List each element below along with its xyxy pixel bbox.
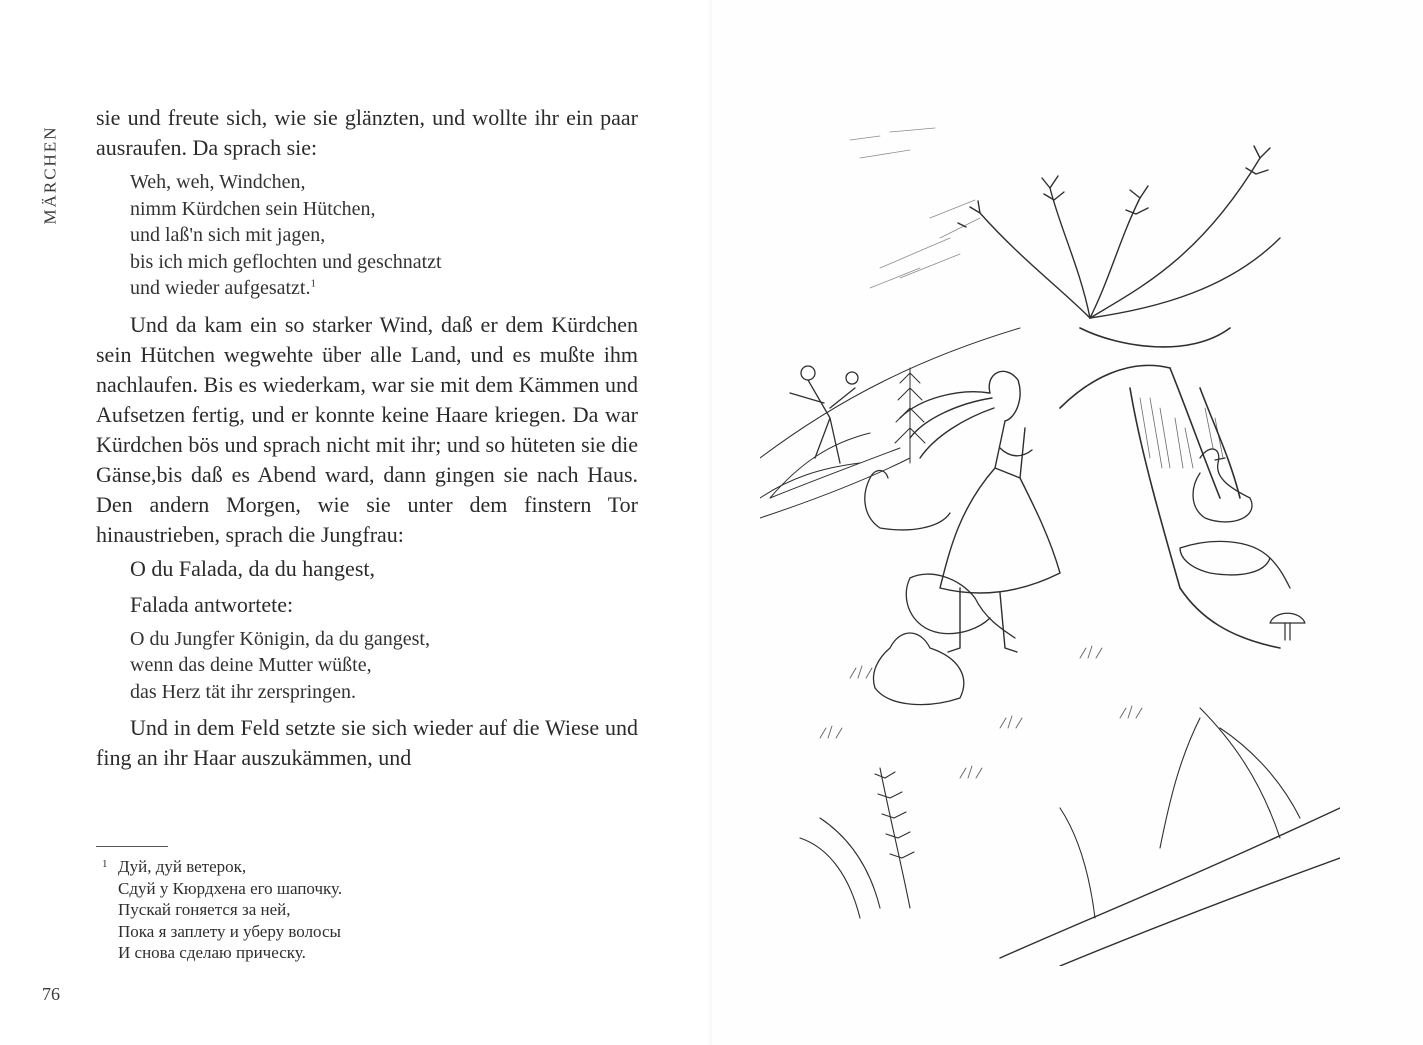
verse-line: O du Jungfer Königin, da du gangest, [130, 627, 430, 650]
goose-front-resting [873, 633, 963, 705]
verse-line: nimm Kürdchen sein Hütchen, [130, 197, 376, 220]
verse-line: und wieder aufgesatzt.$^1$ [130, 277, 316, 299]
footnote-number: 1 [102, 858, 108, 870]
footnote [102, 856, 512, 964]
mushroom [1270, 613, 1305, 640]
illustration-drawing [760, 118, 1340, 966]
illustration [760, 118, 1340, 966]
fallen-log [1000, 808, 1340, 966]
footnote-line: Дуй, дуй ветерок, [118, 857, 247, 876]
footnote-line: И снова сделаю прическу. [118, 943, 306, 962]
footnote-line: Пускай гоняется за ней, [118, 900, 291, 919]
verse-3 [130, 626, 638, 706]
stream [760, 448, 910, 518]
sky-hatching [850, 128, 980, 288]
paragraph-1: sie und freute sich, wie sie glänzten, und wollte ihr ein paar ausraufen. Da sprach sie: [96, 105, 638, 160]
verse-1 [130, 169, 638, 302]
footnote-line: Сдуй у Кюрдхена его шапочку. [118, 878, 343, 898]
goose-left-sitting [865, 471, 950, 530]
verse-line: das Herz tät ihr zerspringen. [130, 680, 357, 703]
verse-2: O du Falada, da du hangest, [130, 555, 375, 581]
verse-line: wenn das deine Mutter wüßte, [130, 654, 372, 676]
goose-right-grazing [1180, 541, 1290, 588]
page-number: 76 [42, 984, 60, 1004]
grass-strokes [820, 646, 1142, 778]
tree-branches [958, 146, 1280, 318]
verse-line: Weh, weh, Windchen, [130, 171, 306, 193]
verse-line: und laß'n sich mit jagen, [130, 224, 326, 246]
running-head: MÄRCHEN [40, 125, 60, 225]
verse-line: bis ich mich geflochten und geschnatzt [130, 250, 442, 273]
paragraph-4: Und in dem Feld setzte sie sich wieder auf die Wiese und fing an ihr Haar auszukämmen, und [96, 715, 638, 770]
ferns-foliage [800, 708, 1300, 918]
footnote-rule [96, 846, 168, 847]
fir-tree [895, 368, 925, 463]
trunk-shading [1140, 398, 1223, 468]
girl-figure [900, 371, 1060, 652]
paragraph-3: Falada antwortete: [130, 591, 294, 617]
goose-right-standing [1193, 449, 1252, 522]
paragraph-2: Und da kam ein so starker Wind, daß er dem Kürdchen sein Hütchen wegwehte über alle Land, und es mußte ihm nachlaufen. Bis es wiederkam, war sie mit dem Kämmen und Aufsetzen fertig, und er konnte keine Haare kriegen. Da war Kürdchen bös und sprach nicht mit ihr; und so hüteten sie die Gänse,bis daß es Abend ward, dann gingen sie nach Haus. Den andern Morgen, wie sie unter dem finstern Tor hinaustrieben, sprach die Jungfrau: [96, 311, 638, 547]
main-text [96, 103, 638, 773]
tree-trunk [1060, 328, 1280, 648]
footnote-line: Пока я заплету и уберу волосы [118, 921, 341, 941]
footnote-marker: 1 [310, 277, 316, 290]
